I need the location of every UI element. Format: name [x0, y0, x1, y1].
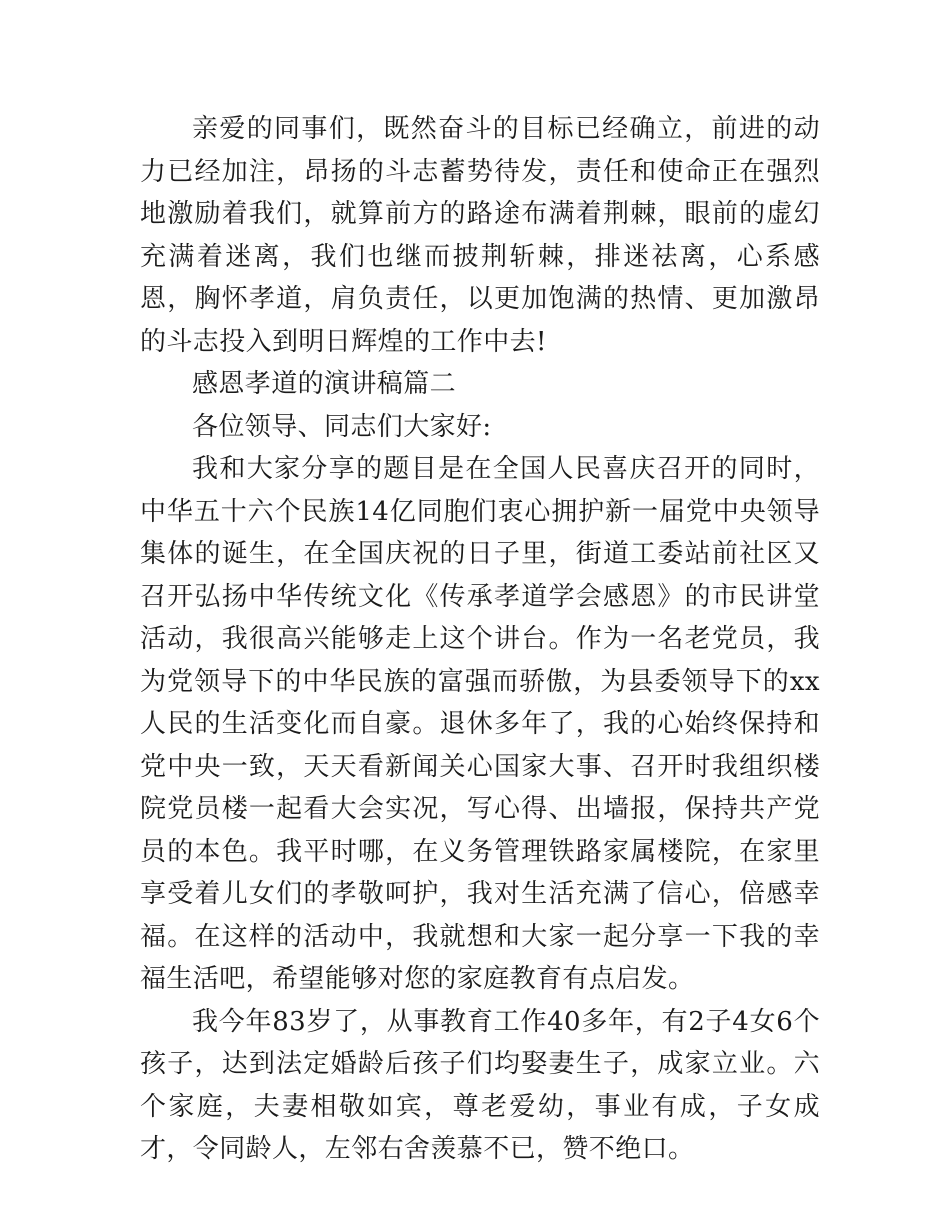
paragraph-closing: 亲爱的同事们，既然奋斗的目标已经确立，前进的动力已经加注，昂扬的斗志蓄势待发，责任和使命正在强烈地激励着我们，就算前方的路途布满着荆棘，眼前的虚幻充满着迷离，我们也继而披荆斩棘，排迷祛离，心系感恩，胸怀孝道，肩负责任，以更加饱满的热情、更加激昂的斗志投入到明日辉煌的工作中去! — [140, 114, 820, 357]
paragraph-speech-1: 我和大家分享的题目是在全国人民喜庆召开的同时，中华五十六个民族14亿同胞们衷心拥护新一届党中央领导集体的诞生，在全国庆祝的日子里，街道工委站前社区又召开弘扬中华传统文化《传承孝道学会感恩》的市民讲堂活动，我很高兴能够走上这个讲台。作为一名老党员，我为党领导下的中华民族的富强而骄傲，为县委领导下的xx人民的生活变化而自豪。退休多年了，我的心始终保持和党中央一致，天天看新闻关心国家大事、召开时我组织楼院党员楼一起看大会实况，写心得、出墙报，保持共产党员的本色。我平时哪，在义务管理铁路家属楼院，在家里享受着儿女们的孝敬呵护，我对生活充满了信心，倍感幸福。在这样的活动中，我就想和大家一起分享一下我的幸福生活吧，希望能够对您的家庭教育有点启发。 — [140, 454, 820, 994]
paragraph-speech-2: 我今年83岁了，从事教育工作40多年，有2子4女6个孩子，达到法定婚龄后孩子们均娶妻生子，成家立业。六个家庭，夫妻相敬如宾，尊老爱幼，事业有成，子女成才，令同龄人，左邻右舍羡慕不已，赞不绝口。 — [140, 1006, 820, 1164]
greeting: 各位领导、同志们大家好: — [192, 411, 492, 442]
section-title: 感恩孝道的演讲稿篇二 — [192, 369, 457, 399]
document-body — [140, 108, 820, 1171]
